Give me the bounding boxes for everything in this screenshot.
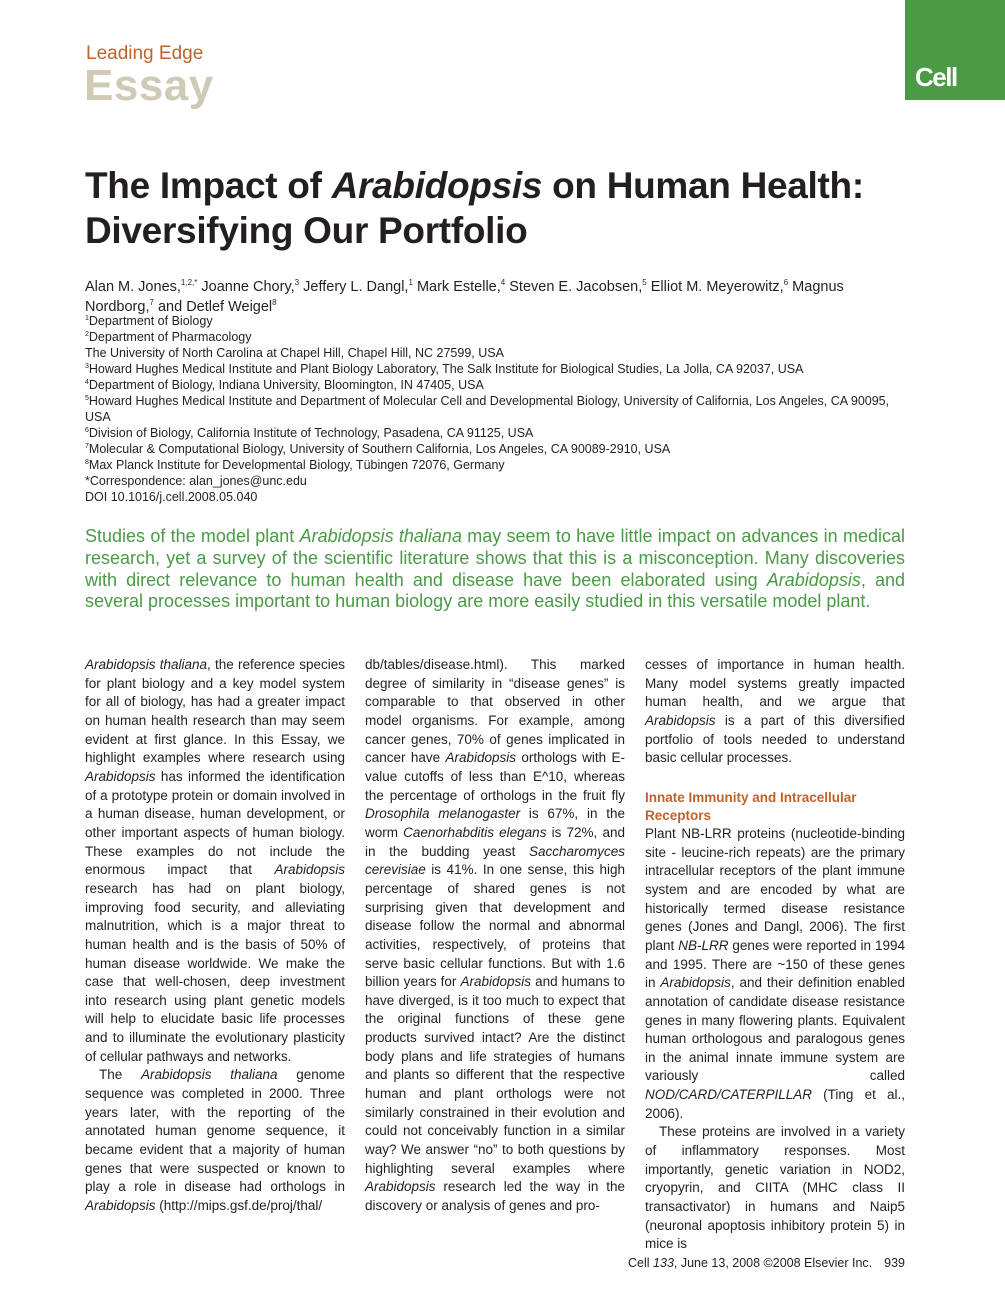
text-run: Innate Immunity and Intracellular Receptors: [645, 789, 857, 823]
italic-text: Arabidopsis: [85, 1198, 156, 1214]
text-run: db/tables/disease.html). This marked degree of similarity in “disease genes” is comparable to that observed in other model organisms. For example, among cancer genes, 70% of genes implicated in cancer have: [365, 657, 625, 766]
article-title: [85, 163, 945, 253]
affiliation-line: [85, 473, 915, 489]
author-affiliation-mark: 7: [149, 298, 154, 308]
italic-text: Drosophila melanogaster: [365, 806, 521, 822]
affiliation-mark: 8: [85, 458, 89, 466]
affiliation-line: [85, 393, 915, 425]
text-run: (Ting et al., 2006).: [645, 1087, 905, 1121]
body-column-1: [85, 656, 345, 1216]
affiliation-line: [85, 345, 915, 361]
affiliation-mark: 3: [85, 362, 89, 370]
italic-text: Arabidopsis: [660, 975, 731, 991]
title-part-3: on Human Health: Diversifying Our Portfolio: [85, 165, 864, 251]
affiliation-text: Molecular & Computational Biology, University of Southern California, Los Angeles, CA 90089-2910, USA: [88, 442, 671, 456]
affiliation-line: [85, 329, 915, 345]
author-affiliation-mark: 6: [783, 278, 789, 288]
italic-text: Caenorhabditis elegans: [403, 824, 547, 840]
body-column-3: [645, 656, 905, 1254]
affiliation-text: The University of North Carolina at Chapel Hill, Chapel Hill, NC 27599, USA: [85, 346, 504, 360]
title-part-1: The Impact of: [85, 165, 332, 206]
italic-text: Arabidopsis: [274, 862, 345, 878]
body-paragraph: [85, 656, 345, 1066]
affiliation-list: [85, 313, 915, 505]
body-paragraph: [365, 656, 625, 1216]
section-type: Essay: [84, 61, 214, 110]
text-run: Studies of the model plant: [85, 526, 300, 546]
affiliation-line: [85, 489, 915, 505]
text-run: is 67%, in the worm: [365, 806, 625, 840]
author-list: [85, 277, 915, 317]
italic-text: Arabidopsis: [645, 712, 716, 728]
affiliation-line: [85, 313, 915, 329]
affiliation-mark: 1: [85, 314, 89, 322]
section-heading: [645, 789, 905, 825]
text-run: , and their definition enabled annotation of candidate disease resistance genes in many flowering plants. Equivalent human orthologous and paralogous genes in the animal innate immune system are variously called: [645, 975, 905, 1084]
author-name: Joanne Chory,: [201, 279, 295, 295]
affiliation-text: Howard Hughes Medical Institute and Department of Molecular Cell and Developmental Biology, University of California, Los Angeles, CA 90095, USA: [85, 394, 890, 424]
italic-text: Arabidopsis: [460, 974, 532, 990]
author-name: Mark Estelle,: [416, 279, 501, 295]
affiliation-text: Department of Biology: [88, 314, 213, 328]
body-paragraph: [645, 656, 905, 768]
italic-text: Arabidopsis: [85, 768, 156, 784]
text-run: genes were reported in 1994 and 1995. There are ~150 of these genes in: [645, 937, 906, 991]
italic-text: Arabidopsis thaliana: [85, 657, 208, 672]
author-affiliation-mark: 8: [272, 298, 277, 308]
affiliation-line: [85, 377, 915, 393]
author-affiliation-mark: 5: [642, 278, 647, 288]
affiliation-line: [85, 441, 915, 457]
text-run: genome sequence was completed in 2000. Three years later, with the reporting of the annotated human genome sequence, it became evident that a majority of human genes that were suspected or known to play a role in disease had orthologs in: [85, 1067, 345, 1195]
title-part-2: Arabidopsis: [331, 165, 543, 206]
text-run: has informed the identification of a prototype protein or domain involved in a human disease, human development, or other important aspects of human biology. These examples do not include the enormous impact that: [85, 768, 345, 878]
affiliation-line: [85, 361, 915, 377]
body-paragraph: [645, 825, 905, 1124]
italic-text: Arabidopsis: [766, 569, 861, 590]
page-number: 939: [884, 1256, 905, 1270]
author-name: and Detlef Weigel: [157, 299, 273, 315]
italic-text: Arabidopsis thaliana: [299, 526, 462, 546]
footer-volume: 133: [653, 1256, 674, 1270]
author-name: Jeffery L. Dangl,: [303, 279, 409, 295]
affiliation-mark: 2: [85, 330, 89, 338]
affiliation-text: Division of Biology, California Institute of Technology, Pasadena, CA 91125, USA: [88, 426, 534, 440]
italic-text: NB-LRR: [678, 937, 729, 953]
affiliation-line: [85, 425, 915, 441]
author-affiliation-mark: 3: [294, 278, 300, 288]
journal-logo-tab: [905, 0, 1005, 100]
footer-date-copyright: , June 13, 2008 ©2008 Elsevier Inc.: [673, 1256, 873, 1270]
text-run: cesses of importance in human health. Many model systems greatly impacted human health, and we argue that: [645, 657, 905, 710]
affiliation-text: Department of Pharmacology: [88, 330, 252, 344]
text-run: These proteins are involved in a variety of inflammatory responses. Most importantly, genetic variation in NOD2, cryopyrin, and CIITA (MHC class II transactivator) in humans and Naip5 (neuronal apoptosis inhibitory protein 5) in mice is: [645, 1124, 905, 1252]
body-paragraph: [85, 1066, 345, 1215]
body-column-2: [365, 656, 625, 1216]
text-run: research led the way in the discovery or analysis of genes and pro-: [365, 1179, 625, 1214]
author-affiliation-mark: 1: [408, 278, 413, 288]
journal-logo-text: Cell: [915, 62, 957, 92]
affiliation-text: Howard Hughes Medical Institute and Plant Biology Laboratory, The Salk Institute for Biological Studies, La Jolla, CA 92037, USA: [88, 362, 804, 376]
text-run: and humans to have diverged, is it too much to expect that the original functions of these gene products survived intact? Are the distinct body plans and life strategies of humans and plants so different that the respective human and plant orthologs were not similarly constrained in their evolution and could not conceivably function in a similar way? We answer “no” to both questions by highlighting several examples where: [365, 974, 625, 1176]
text-run: is 41%. In one sense, this high percentage of shared genes is not surprising given that development and disease follow the normal and abnormal activities, respectively, of proteins that serve basic cellular functions. But with 1.6 billion years for: [365, 862, 625, 990]
section-label: Leading Edge: [86, 43, 204, 64]
author-affiliation-mark: 1,2,*: [180, 278, 198, 288]
affiliation-mark: 7: [85, 442, 89, 450]
text-run: , the reference species for plant biology and a key model system for all of biology, has had a greater impact on human health research than may seem evident at first glance. In this Essay, we highlight examples where research using: [85, 657, 345, 766]
affiliation-line: [85, 457, 915, 473]
text-run: orthologs with E-value cutoffs of less than E^10, whereas the percentage of orthologs in the fruit fly: [365, 750, 626, 803]
body-paragraph: [645, 1123, 905, 1254]
italic-text: Arabidopsis: [445, 750, 516, 766]
text-run: may seem to have little impact on advances in medical research, yet a survey of the scientific literature shows that this is a misconception. Many discoveries with direct relevance to human health and disease have been elaborated using: [85, 526, 905, 590]
italic-text: Arabidopsis thaliana: [140, 1067, 278, 1083]
author-name: Steven E. Jacobsen,: [509, 279, 643, 295]
affiliation-mark: 4: [85, 378, 89, 386]
affiliation-text: Department of Biology, Indiana University, Bloomington, IN 47405, USA: [88, 378, 484, 392]
affiliation-mark: 5: [85, 394, 89, 402]
author-name: Elliot M. Meyerowitz,: [650, 279, 784, 295]
text-run: Plant NB-LRR proteins (nucleotide-binding site - leucine-rich repeats) are the primary intracellular receptors of the plant immune system and are encoded by what are historically termed disease resistance genes (Jones and Dangl, 2006). The first plant: [645, 825, 905, 953]
abstract: [85, 526, 905, 613]
text-run: , and several processes important to human biology are more easily studied in this versatile model plant.: [85, 569, 905, 612]
text-run: The: [99, 1067, 141, 1083]
affiliation-mark: 6: [85, 426, 89, 434]
affiliation-text: DOI 10.1016/j.cell.2008.05.040: [85, 490, 258, 504]
page-footer: [560, 1256, 905, 1270]
text-run: is a part of this diversified portfolio of tools needed to understand basic cellular processes.: [645, 712, 905, 766]
footer-journal: Cell: [628, 1256, 654, 1270]
affiliation-text: *Correspondence: alan_jones@unc.edu: [85, 474, 307, 488]
author-name: Alan M. Jones,: [85, 279, 181, 295]
italic-text: Arabidopsis: [365, 1179, 436, 1195]
text-run: is 72%, and in the budding yeast: [365, 824, 626, 859]
text-run: (http://mips.gsf.de/proj/thal/: [155, 1198, 323, 1214]
author-name: Magnus Nordborg,: [85, 279, 844, 315]
italic-text: Saccharomyces cerevisiae: [365, 843, 625, 878]
author-affiliation-mark: 4: [500, 278, 506, 288]
italic-text: NOD/CARD/CATERPILLAR: [645, 1087, 813, 1103]
text-run: research has had on plant biology, improving food security, and alleviating malnutrition, which is a major threat to human health and is the basis of 50% of human disease worldwide. We make the case that well-chosen, deep investment into research using plant genetic models will help to elucidate basic life processes and to illuminate the evolutionary plasticity of cellular pathways and networks.: [85, 880, 345, 1064]
affiliation-text: Max Planck Institute for Developmental Biology, Tübingen 72076, Germany: [88, 458, 505, 472]
